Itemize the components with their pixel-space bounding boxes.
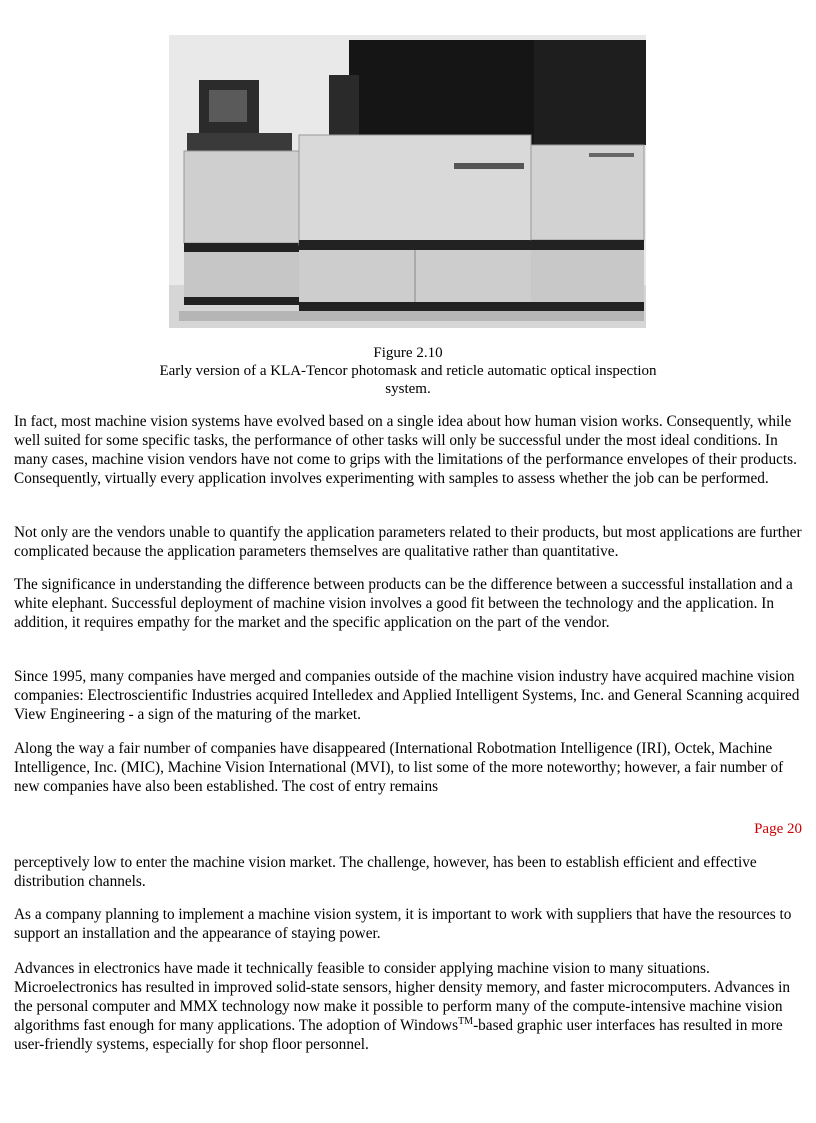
paragraph: As a company planning to implement a machine vision system, it is important to work with suppliers that have the resources to support an installation and the appearance of staying power. — [14, 906, 792, 942]
paragraph: In fact, most machine vision systems have evolved based on a single idea about how human vision works. Consequently, while well suited for some specific tasks, the performance of other tasks will only be successful under the most ideal conditions. In many cases, machine vision vendors have not come to grips with the limitations of the performance envelopes of their products. Consequently, virtually every application involves experimenting with samples to assess whether the job can be performed. — [14, 413, 797, 487]
page-number: Page 20 — [754, 821, 802, 837]
paragraph: Not only are the vendors unable to quantify the application parameters related to their products, but most applications are further complicated because the application parameters themselves are qualitative rather than quantitative. — [14, 524, 802, 560]
paragraph-text: Advances in electronics have made it technically feasible to consider applying machine vision to many situations. Microelectronics has resulted in improved solid-state sensors, higher density memory, and faster microcomputers. Advances in the personal computer and MMX technology now make it possible to perform many of the compute-intensive machine vision algorithms fast enough for many applications. The adoption of Windows — [14, 960, 790, 1034]
inspection-system-photo — [169, 35, 646, 328]
paragraph: The significance in understanding the difference between products can be the difference between a successful installation and a white elephant. Successful deployment of machine vision involves a good fit between the technology and the application. In addition, it requires empathy for the market and the specific application on the part of the vendor. — [14, 576, 793, 631]
trademark-superscript: TM — [458, 1016, 474, 1027]
paragraph-text: -based graphic user interfaces has resulted in more user-friendly systems, especially for shop floor personnel. — [14, 1017, 783, 1053]
figure-caption: Early version of a KLA-Tencor photomask and reticle automatic optical inspection system. — [159, 363, 657, 397]
paragraph-advances — [14, 959, 808, 1054]
figure-label: Figure 2.10 — [373, 345, 443, 361]
figure-photo — [169, 35, 646, 328]
paragraph: Since 1995, many companies have merged and companies outside of the machine vision industry have acquired machine vision companies: Electroscientific Industries acquired Intelledex and Applied Intelligent Systems, Inc. and General Scanning acquired View Engineering - a sign of the maturing of the market. — [14, 668, 800, 723]
paragraph: perceptively low to enter the machine vision market. The challenge, however, has been to establish efficient and effective distribution channels. — [14, 854, 757, 890]
paragraph: Along the way a fair number of companies have disappeared (International Robotmation Intelligence (IRI), Octek, Machine Intelligence, Inc. (MIC), Machine Vision International (MVI), to list some of the more noteworthy; however, a fair number of new companies have also been established. The cost of entry remains — [14, 740, 784, 795]
